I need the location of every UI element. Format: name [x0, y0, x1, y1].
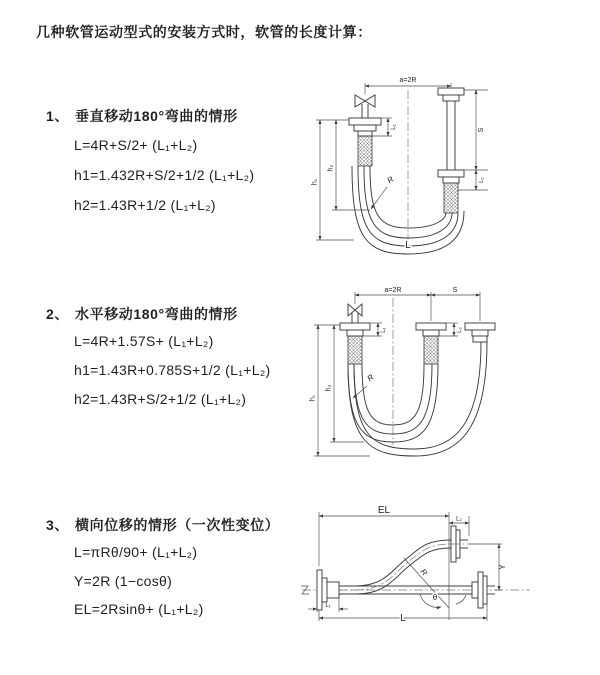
dim-radius — [353, 372, 376, 398]
dim-radius — [371, 175, 396, 209]
section-1-heading — [46, 106, 238, 126]
right-pipe-fitting — [438, 88, 464, 213]
section-3-number: 3、 — [46, 517, 69, 533]
dim-label-fitting-left: L₁ — [325, 603, 331, 609]
dim-label-width-top: a=2R — [399, 77, 417, 84]
formula-line: L=4R+S/2+ (L₁+L₂) — [74, 137, 198, 153]
valve-icon — [355, 95, 375, 107]
dim-label-length-bottom: L — [405, 240, 411, 251]
formula-line: L=4R+1.57S+ (L₁+L₂) — [74, 333, 214, 349]
dim-label-fitting-right: L₂ — [479, 177, 485, 183]
formula-line: Y=2R (1−cosθ) — [74, 573, 173, 589]
dim-angle — [420, 593, 466, 607]
dim-width-top — [355, 287, 480, 321]
section-1-title: 垂直移动180°弯曲的情形 — [75, 108, 238, 124]
hose-u-bend-position-2 — [348, 342, 487, 456]
dim-label-angle: θ — [432, 593, 438, 602]
section-2-number: 2、 — [46, 306, 69, 322]
diagram-horizontal-move-180-bend — [308, 280, 548, 470]
dim-label-height-outer: h₁ — [309, 394, 317, 402]
dim-label-stroke-top: S — [452, 287, 458, 294]
left-pipe-fitting — [340, 313, 370, 364]
diagram-vertical-move-180-bend — [308, 70, 548, 266]
dim-label-extended-length: EL — [377, 505, 391, 516]
section-2-heading — [46, 304, 238, 324]
dim-label-stroke-right: S — [478, 127, 485, 133]
braided-section — [444, 183, 458, 213]
formula-line: h1=1.432R+S/2+1/2 (L₁+L₂) — [74, 167, 255, 183]
formula-line: h1=1.43R+0.785S+1/2 (L₁+L₂) — [74, 362, 271, 378]
right-pipe-fitting — [465, 323, 495, 342]
section-3-title: 横向位移的情形（一次性变位） — [75, 517, 280, 533]
dim-label-fitting-left: L₁ — [381, 327, 387, 333]
formula-line: L=πRθ/90+ (L₁+L₂) — [74, 544, 198, 560]
diagram-lateral-displacement — [298, 500, 600, 654]
dim-length-bottom — [319, 602, 487, 624]
formula-line: h2=1.43R+S/2+1/2 (L₁+L₂) — [74, 391, 247, 407]
dim-label-radius: R — [365, 372, 376, 384]
braided-section — [424, 336, 438, 364]
dim-label-fitting-mid: L₂ — [457, 327, 463, 333]
middle-pipe-fitting — [416, 323, 446, 364]
section-2-title: 水平移动180°弯曲的情形 — [75, 306, 238, 322]
dim-label-length-bottom: L — [400, 613, 406, 624]
dim-label-fitting-left: L₁ — [391, 124, 397, 130]
formula-line: h2=1.43R+1/2 (L₁+L₂) — [74, 197, 216, 213]
section-3-heading — [46, 515, 279, 535]
page-title: 几种软管运动型式的安装方式时，软管的长度计算： — [36, 24, 372, 40]
right-lower-flange-fitting — [472, 572, 495, 608]
dim-label-radius: R — [385, 174, 396, 186]
left-pipe-fitting — [349, 104, 381, 166]
braided-section — [358, 136, 372, 166]
dim-label-radius: R — [418, 567, 430, 578]
dim-label-height-inner: h₂ — [327, 164, 335, 172]
dim-label-height-outer: h₁ — [311, 178, 319, 186]
valve-icon — [348, 304, 362, 316]
dim-label-width-top: a=2R — [384, 287, 402, 294]
dim-label-offset-right: Y — [498, 564, 507, 570]
section-1-number: 1、 — [46, 108, 69, 124]
dim-extended-length — [319, 505, 449, 566]
braided-section — [348, 336, 362, 364]
dim-label-height-inner: h₂ — [325, 384, 333, 392]
dim-radius — [404, 558, 449, 608]
formula-line: EL=2Rsinθ+ (L₁+L₂) — [74, 601, 204, 617]
dim-label-fitting-right: L₂ — [456, 516, 462, 523]
